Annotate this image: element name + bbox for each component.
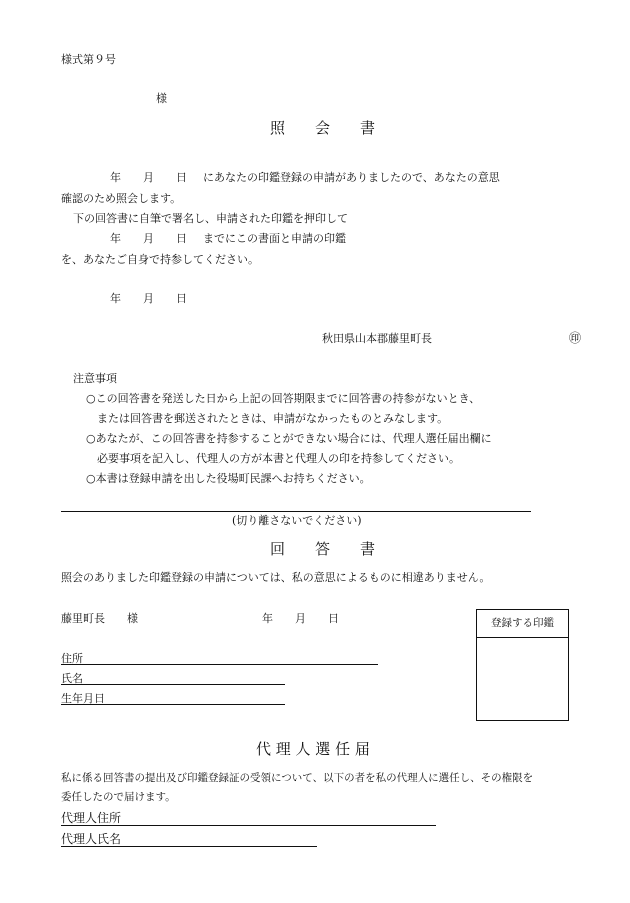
note-item: または回答書を郵送されたときは、申請がなかったものとみなします。 bbox=[86, 412, 449, 425]
name-label: 氏名 bbox=[61, 672, 83, 685]
proxy-title: 代 理 人 選 任 届 bbox=[256, 740, 370, 758]
address-label: 住所 bbox=[61, 652, 83, 665]
form-number: 様式第９号 bbox=[61, 53, 116, 66]
note-item: ○あなたが、この回答書を持参することができない場合には、代理人選任届出欄に bbox=[86, 432, 492, 445]
inquiry-line5: を、あなたご自身で持参してください。 bbox=[61, 253, 259, 266]
proxy-address-field[interactable] bbox=[61, 825, 436, 826]
answer-date: 年 月 日 bbox=[262, 612, 339, 625]
answer-title: 回 答 書 bbox=[270, 540, 376, 558]
inquiry-line1-text: にあなたの印鑑登録の申請がありましたので、あなたの意思 bbox=[203, 171, 500, 184]
inquiry-title: 照 会 書 bbox=[270, 119, 376, 137]
birthdate-field[interactable] bbox=[61, 704, 285, 705]
inquiry-line4-text: までにこの書面と申請の印鑑 bbox=[203, 232, 346, 245]
proxy-name-field[interactable] bbox=[61, 846, 317, 847]
name-field[interactable] bbox=[61, 684, 285, 685]
note-item: ○本書は登録申請を出した役場町民課へお持ちください。 bbox=[86, 472, 371, 485]
note-item: ○この回答書を発送した日から上記の回答期限までに回答書の持参がないとき、 bbox=[86, 392, 481, 405]
proxy-name-label: 代理人氏名 bbox=[61, 832, 122, 846]
addressee-suffix: 様 bbox=[156, 92, 167, 105]
inquiry-line3: 下の回答書に自筆で署名し、申請された印鑑を押印して bbox=[73, 212, 348, 225]
proxy-address-label: 代理人住所 bbox=[61, 811, 122, 825]
issuer-name: 秋田県山本郡藤里町長 bbox=[322, 332, 432, 345]
issue-date: 年 月 日 bbox=[110, 292, 187, 305]
seal-box-label: 登録する印鑑 bbox=[477, 610, 568, 638]
answer-statement: 照会のありました印鑑登録の申請については、私の意思によるものに相違ありません。 bbox=[61, 571, 491, 584]
proxy-text-line1: 私に係る回答書の提出及び印鑑登録証の受領について、以下の者を私の代理人に選任し、その権限を bbox=[61, 772, 534, 784]
inquiry-line1-date: 年 月 日 bbox=[110, 171, 187, 184]
address-field[interactable] bbox=[61, 664, 378, 665]
cut-note: (切り離さないでください) bbox=[232, 514, 362, 527]
seal-box[interactable] bbox=[476, 609, 569, 721]
answer-to-mayor: 藤里町長 様 bbox=[61, 612, 138, 625]
birthdate-label: 生年月日 bbox=[61, 692, 105, 705]
note-item: 必要事項を記入し、代理人の方が本書と代理人の印を持参してください。 bbox=[86, 452, 460, 465]
proxy-text-line2: 委任したので届けます。 bbox=[61, 791, 176, 803]
notes-heading: 注意事項 bbox=[73, 372, 117, 385]
inquiry-line2: 確認のため照会します。 bbox=[61, 192, 182, 205]
seal-mark: ㊞ bbox=[569, 331, 582, 345]
inquiry-line4-date: 年 月 日 bbox=[110, 232, 187, 245]
